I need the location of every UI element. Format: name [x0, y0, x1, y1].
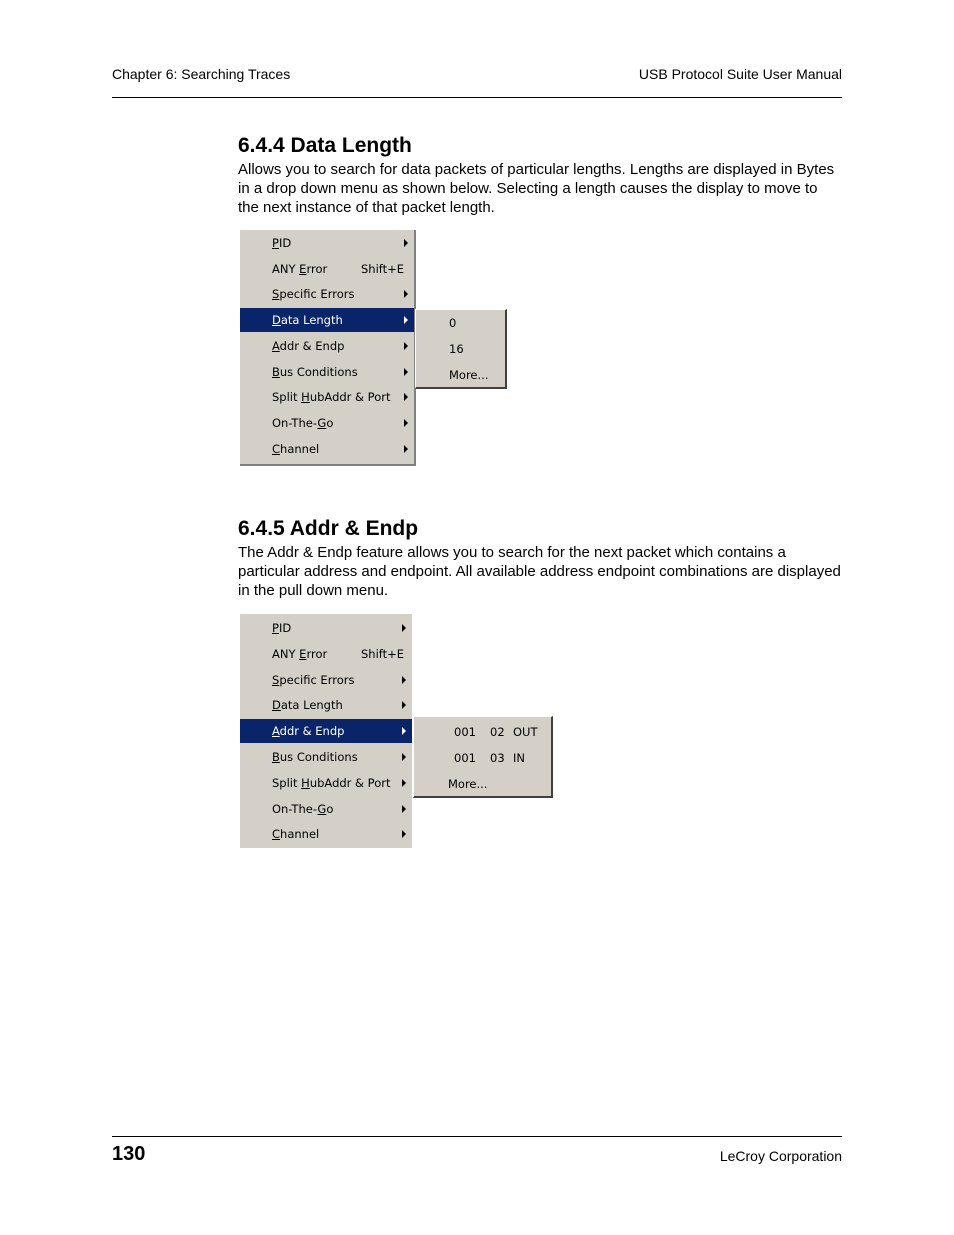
submenu-item[interactable]: 16	[449, 342, 464, 356]
menu-item-on-the-go[interactable]	[240, 411, 414, 435]
submenu-arrow-icon	[402, 830, 406, 838]
menu-item-specific-errors[interactable]	[240, 668, 412, 692]
menu-item-channel[interactable]	[240, 822, 412, 846]
menu-item-label: ANY Error	[272, 646, 328, 661]
submenu-arrow-icon	[404, 368, 408, 376]
menu-item-data-length[interactable]	[240, 693, 412, 717]
menu-item-channel[interactable]	[240, 437, 414, 461]
menu-item-label: Bus Conditions	[272, 750, 358, 764]
chapter-title: Chapter 6: Searching Traces	[112, 66, 291, 82]
menu-item-label: Split HubAddr & Port	[272, 775, 391, 790]
menu-item-pid[interactable]	[240, 231, 414, 255]
menu-item-label: Channel	[272, 827, 320, 842]
menu-item-specific-errors[interactable]	[240, 282, 414, 306]
submenu-arrow-icon	[402, 701, 406, 709]
submenu-item[interactable]: 0	[449, 316, 457, 330]
section-heading-data-length: 6.4.4 Data Length	[238, 134, 412, 157]
menu-item-label: Data Length	[272, 698, 343, 713]
menu-item-label: On-The-Go	[272, 415, 334, 430]
section-body-addr-endp: The Addr & Endp feature allows you to search for the next packet which contains a particular address and endpoint. All available address endpoint combinations are displayed in the pull down menu.	[238, 544, 841, 599]
submenu-item[interactable]: 001 03 IN	[454, 751, 525, 765]
submenu-arrow-icon	[404, 239, 408, 247]
submenu-arrow-icon	[402, 753, 406, 761]
menu-item-any-error[interactable]	[240, 642, 412, 666]
menu-item-bus-conditions[interactable]	[240, 360, 414, 384]
submenu-arrow-icon	[404, 316, 408, 324]
menu-item-label: ANY Error	[272, 261, 328, 276]
menu-item-on-the-go[interactable]	[240, 797, 412, 821]
menu-item-data-length[interactable]	[240, 308, 414, 332]
submenu-item[interactable]: 001 02 OUT	[454, 725, 538, 739]
manual-title: USB Protocol Suite User Manual	[638, 66, 842, 82]
page-number: 130	[112, 1143, 146, 1165]
data-length-submenu	[415, 309, 507, 389]
search-menu-data-length	[240, 230, 416, 466]
submenu-arrow-icon	[404, 342, 408, 350]
menu-item-label: Split HubAddr & Port	[272, 390, 391, 405]
submenu-arrow-icon	[402, 779, 406, 787]
menu-item-pid[interactable]	[240, 616, 412, 640]
menu-item-addr-endp[interactable]	[240, 719, 412, 743]
menu-item-label: Specific Errors	[272, 672, 355, 687]
submenu-arrow-icon	[402, 624, 406, 632]
menu-item-any-error[interactable]	[240, 257, 414, 281]
section-heading-addr-endp: 6.4.5 Addr & Endp	[238, 517, 419, 540]
menu-item-label: PID	[272, 236, 292, 250]
menu-item-label: Specific Errors	[272, 287, 355, 302]
search-menu-addr-endp	[240, 614, 412, 848]
menu-item-label: PID	[272, 621, 292, 635]
menu-item-label: Channel	[272, 441, 320, 456]
section-body-data-length: Allows you to search for data packets of particular lengths. Lengths are displayed in Bytes in a drop down menu as shown below. Selecting a length causes the display to move to the next instance of that packet length.	[238, 161, 835, 216]
menu-item-label: Bus Conditions	[272, 364, 358, 379]
menu-item-split-hubaddr-port[interactable]	[240, 385, 414, 409]
menu-item-label: On-The-Go	[272, 801, 334, 816]
menu-item-shortcut: Shift+E	[361, 261, 405, 276]
menu-item-addr-endp[interactable]	[240, 334, 414, 358]
header-rule	[112, 97, 842, 98]
addr-endp-submenu	[413, 716, 553, 798]
submenu-arrow-icon	[404, 290, 408, 298]
submenu-arrow-icon	[402, 676, 406, 684]
submenu-item-more[interactable]: More...	[449, 368, 489, 382]
menu-item-label: Addr & Endp	[272, 338, 345, 353]
submenu-arrow-icon	[404, 393, 408, 401]
menu-item-label: Data Length	[272, 313, 343, 328]
submenu-arrow-icon	[402, 805, 406, 813]
footer-rule	[112, 1136, 842, 1137]
menu-item-label: Addr & Endp	[272, 724, 345, 739]
menu-item-bus-conditions[interactable]	[240, 745, 412, 769]
submenu-item-more[interactable]: More...	[448, 777, 488, 791]
submenu-arrow-icon	[402, 727, 406, 735]
company-name: LeCroy Corporation	[719, 1148, 842, 1164]
submenu-arrow-icon	[404, 445, 408, 453]
submenu-arrow-icon	[404, 419, 408, 427]
menu-item-shortcut: Shift+E	[361, 646, 405, 661]
menu-item-split-hubaddr-port[interactable]	[240, 771, 412, 795]
